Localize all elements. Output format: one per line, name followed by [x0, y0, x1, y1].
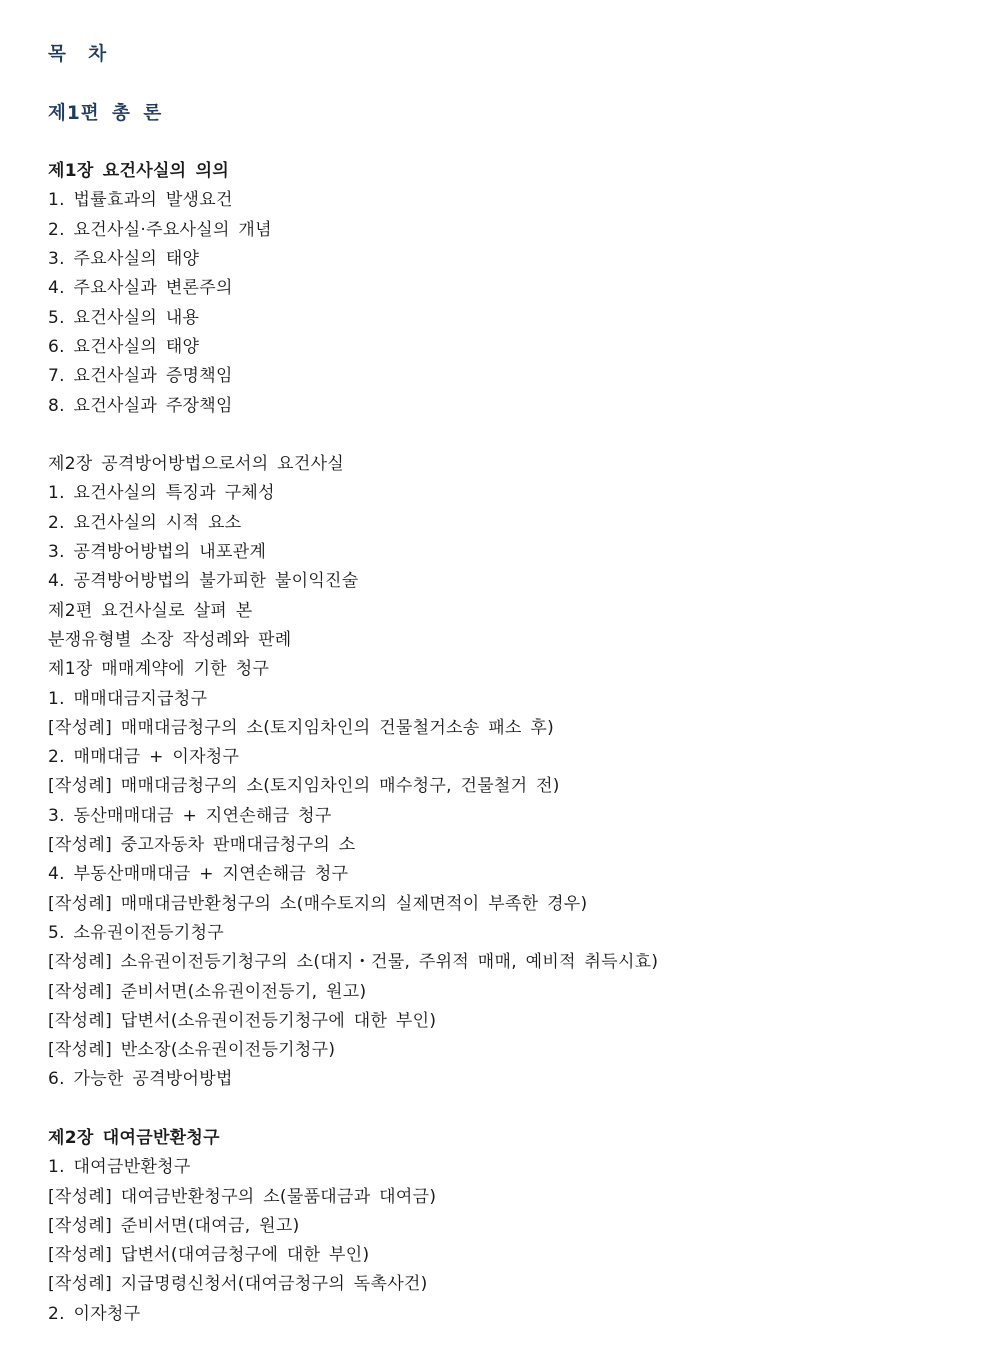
toc-entry: [작성례] 답변서(대여금청구에 대한 부인) [48, 1245, 370, 1266]
toc-entry: [작성례] 반소장(소유권이전등기청구) [48, 1040, 336, 1061]
blank-line [48, 69, 952, 98]
part-heading: 제2편 요건사실로 살펴 본 [48, 600, 253, 621]
toc-entry: [작성례] 매매대금반환청구의 소(매수토지의 실제면적이 부족한 경우) [48, 893, 588, 914]
toc-entry: [작성례] 준비서면(대여금, 원고) [48, 1215, 300, 1236]
toc-entry: 8. 요건사실과 주장책임 [48, 395, 233, 416]
toc-entry: 6. 요건사실의 태양 [48, 336, 200, 357]
toc-entry: 3. 주요사실의 태양 [48, 249, 200, 270]
toc-entry: 2. 요건사실의 시적 요소 [48, 512, 242, 533]
toc-entry: [작성례] 중고자동차 판매대금청구의 소 [48, 835, 356, 856]
toc-entry: 7. 요건사실과 증명책임 [48, 366, 233, 387]
chapter-heading: 제1장 매매계약에 기한 청구 [48, 659, 270, 680]
part1-title: 제1편 총 론 [48, 102, 163, 124]
toc-entry: [작성례] 답변서(소유권이전등기청구에 대한 부인) [48, 1010, 437, 1031]
toc-title: 목 차 [48, 44, 111, 65]
toc-entry: 2. 이자청구 [48, 1303, 141, 1324]
chapter-heading: 제2장 공격방어방법으로서의 요건사실 [48, 454, 345, 475]
toc-entry: 6. 가능한 공격방어방법 [48, 1069, 233, 1090]
blank-line [48, 421, 952, 450]
toc-entry: 2. 매매대금 + 이자청구 [48, 747, 240, 768]
toc-entry: 2. 요건사실·주요사실의 개념 [48, 219, 272, 240]
toc-entry: 1. 법률효과의 발생요건 [48, 190, 233, 211]
toc-entry: 3. 공격방어방법의 내포관계 [48, 542, 267, 563]
chapter-heading: 제2장 대여금반환청구 [48, 1127, 220, 1148]
toc-entry: 5. 요건사실의 내용 [48, 307, 200, 328]
toc-page [48, 40, 952, 1329]
toc-entry: 5. 소유권이전등기청구 [48, 922, 225, 943]
toc-entry: 4. 공격방어방법의 불가피한 불이익진술 [48, 571, 359, 592]
part-subheading: 분쟁유형별 소장 작성례와 판례 [48, 629, 292, 650]
toc-entry: 1. 요건사실의 특징과 구체성 [48, 483, 275, 504]
chapter-heading: 제1장 요건사실의 의의 [48, 161, 230, 182]
toc-entry: 3. 동산매매대금 + 지연손해금 청구 [48, 805, 332, 826]
toc-entry: 1. 매매대금지급청구 [48, 688, 208, 709]
toc-entry: [작성례] 준비서면(소유권이전등기, 원고) [48, 981, 367, 1002]
toc-entry: [작성례] 대여금반환청구의 소(물품대금과 대여금) [48, 1186, 437, 1207]
toc-entry: [작성례] 매매대금청구의 소(토지임차인의 건물철거소송 패소 후) [48, 717, 555, 738]
toc-entry: [작성례] 지급명령신청서(대여금청구의 독촉사건) [48, 1274, 428, 1295]
toc-entry: 4. 주요사실과 변론주의 [48, 278, 233, 299]
toc-entry: 4. 부동산매매대금 + 지연손해금 청구 [48, 864, 349, 885]
blank-line [48, 128, 952, 157]
blank-line [48, 1095, 952, 1124]
toc-entry: 1. 대여금반환청구 [48, 1157, 191, 1178]
toc-entry: [작성례] 소유권이전등기청구의 소(대지・건물, 주위적 매매, 예비적 취득시효) [48, 952, 659, 973]
toc-entry: [작성례] 매매대금청구의 소(토지임차인의 매수청구, 건물철거 전) [48, 776, 560, 797]
